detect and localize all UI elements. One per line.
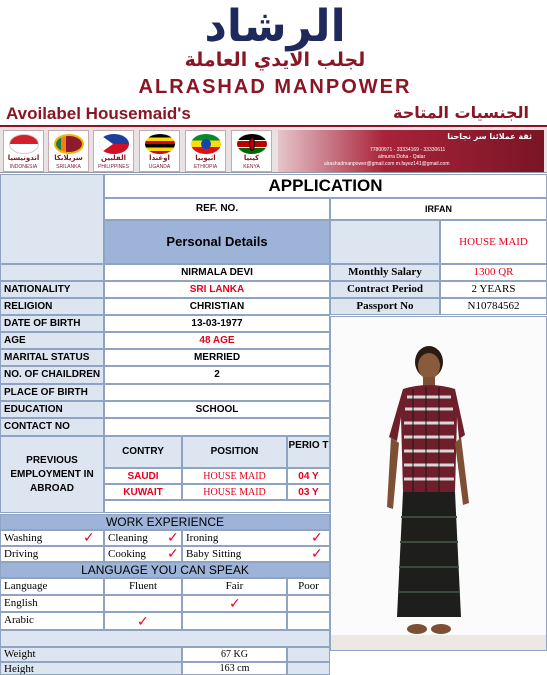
- field-value: 13-03-1977: [104, 315, 330, 332]
- uganda-flag-icon: [145, 134, 175, 154]
- lang-poor-cell: [287, 595, 330, 612]
- section-personal-details: Personal Details: [104, 220, 330, 264]
- right-field-value: 1300 QR: [440, 264, 547, 281]
- skill-label: Cooking: [108, 548, 146, 560]
- available-title-arabic: الجنسيات المتاحة: [392, 103, 529, 122]
- weight-label: Weight: [0, 647, 182, 662]
- field-label: EDUCATION: [0, 401, 104, 418]
- blank-cell: [104, 500, 330, 513]
- blank-cell: [287, 647, 330, 662]
- blank-left-block: [0, 174, 104, 264]
- lang-fair-cell: [182, 595, 287, 612]
- flag-label-arabic: اوغندا: [149, 154, 170, 162]
- flag-ethiopia: [185, 130, 226, 172]
- field-label: AGE: [0, 332, 104, 349]
- lang-fair-cell: [182, 612, 287, 630]
- prev-position: HOUSE MAID: [182, 468, 287, 484]
- flag-strip: [0, 125, 547, 173]
- prev-period: 03 Y: [287, 484, 330, 500]
- field-value: 48 AGE: [104, 332, 330, 349]
- field-value: CHRISTIAN: [104, 298, 330, 315]
- phone-numbers: 77800971 - 33334169 - 33330611: [370, 147, 446, 153]
- checkmark-icon: ✓: [311, 546, 323, 562]
- lang-poor-cell: [287, 612, 330, 630]
- ethiopia-flag-icon: [191, 134, 221, 154]
- field-label: PLACE OF BIRTH: [0, 384, 104, 401]
- prev-header-period: PERIO T: [287, 436, 330, 468]
- logo-english: ALRASHAD MANPOWER: [138, 76, 412, 98]
- contact-band: [278, 130, 544, 172]
- person-photo-icon: [331, 317, 547, 651]
- flag-label-english: ETHIOPIA: [193, 164, 218, 170]
- flag-label-arabic: كينيا: [243, 154, 260, 162]
- prev-header-country: CONTRY: [104, 436, 182, 468]
- lang-header-fair: Fair: [182, 578, 287, 595]
- flag-indonesia: [3, 130, 44, 172]
- blank-row: [0, 630, 330, 647]
- previous-employment-label: PREVIOUS EMPLOYMENT IN ABROAD: [0, 436, 104, 513]
- ref-label: REF. NO.: [104, 198, 330, 220]
- checkmark-icon: ✓: [311, 530, 323, 546]
- field-value: [104, 384, 330, 401]
- skill-driving: [0, 546, 104, 562]
- blank-cell: [287, 662, 330, 675]
- flag-label-arabic: اندونيسيا: [7, 154, 40, 162]
- height-label: Height: [0, 662, 182, 675]
- lang-header-language: Language: [0, 578, 104, 595]
- ref-value: IRFAN: [330, 198, 547, 220]
- field-value: SCHOOL: [104, 401, 330, 418]
- right-field-label: Passport No: [330, 298, 440, 315]
- right-field-label: Contract Period: [330, 281, 440, 298]
- right-field-value: 2 YEARS: [440, 281, 547, 298]
- flag-label-arabic: الفلبين: [101, 154, 126, 162]
- language-title: LANGUAGE YOU CAN SPEAK: [0, 562, 330, 578]
- checkmark-icon: ✓: [167, 530, 179, 546]
- skill-ironing: [182, 530, 330, 546]
- prev-position: HOUSE MAID: [182, 484, 287, 500]
- address: almurra Doha - Qatar: [378, 154, 426, 160]
- skill-baby-sitting: [182, 546, 330, 562]
- field-label: RELIGION: [0, 298, 104, 315]
- lang-header-fluent: Fluent: [104, 578, 182, 595]
- field-label: MARITAL STATUS: [0, 349, 104, 366]
- weight-value: 67 KG: [182, 647, 287, 662]
- skill-label: Cleaning: [108, 532, 148, 544]
- available-title-english: Avoilabel Housemaid's: [6, 104, 191, 123]
- skill-cooking: [104, 546, 182, 562]
- blank-cell: [0, 264, 104, 281]
- lang-fluent-cell: [104, 612, 182, 630]
- blank-cell: [330, 220, 440, 264]
- indonesia-flag-icon: [9, 134, 39, 154]
- skill-label: Washing: [4, 532, 43, 544]
- skill-label: Ironing: [186, 532, 219, 544]
- flag-label-english: UGANDA: [148, 164, 171, 170]
- skill-label: Driving: [4, 548, 39, 560]
- flag-label-arabic: سريلانكا: [54, 154, 83, 162]
- field-label: DATE OF BIRTH: [0, 315, 104, 332]
- right-field-value: N10784562: [440, 298, 547, 315]
- flag-label-english: PHILIPPINES: [98, 164, 129, 170]
- lang-header-poor: Poor: [287, 578, 330, 595]
- prev-period: 04 Y: [287, 468, 330, 484]
- flag-label-english: SRILANKA: [56, 164, 81, 170]
- candidate-name: NIRMALA DEVI: [104, 264, 330, 281]
- slogan: ثقة عملائنا سر نجاحنا: [447, 132, 532, 141]
- right-field-label: Monthly Salary: [330, 264, 440, 281]
- kenya-flag-icon: [237, 134, 267, 154]
- srilanka-flag-icon: [54, 134, 84, 154]
- field-label: NO. OF CHAILDREN: [0, 366, 104, 384]
- field-value: MERRIED: [104, 349, 330, 366]
- flag-srilanka: [48, 130, 89, 172]
- language-name: English: [0, 595, 104, 612]
- field-value: [104, 418, 330, 436]
- logo-subtitle-arabic: لجلب الايدي العاملة: [184, 49, 366, 71]
- flag-label-english: INDONESIA: [9, 164, 38, 170]
- prev-header-position: POSITION: [182, 436, 287, 468]
- logo-arabic: الرشاد: [204, 1, 346, 52]
- flag-philippines: [93, 130, 134, 172]
- emails: alrashadmanpower@gmail.com m.fayez141@gmail.com: [324, 161, 450, 167]
- skill-label: Baby Sitting: [186, 548, 242, 560]
- flag-label-arabic: اثيوبيا: [195, 154, 216, 162]
- lang-fluent-cell: [104, 595, 182, 612]
- form-title: APPLICATION: [104, 174, 547, 198]
- field-label: NATIONALITY: [0, 281, 104, 298]
- flag-label-english: KENYA: [243, 164, 260, 170]
- checkmark-icon: ✓: [83, 530, 95, 546]
- philippines-flag-icon: [99, 134, 129, 154]
- skill-washing: [0, 530, 104, 546]
- skill-cleaning: [104, 530, 182, 546]
- checkmark-icon: ✓: [229, 596, 241, 612]
- field-value: SRI LANKA: [104, 281, 330, 298]
- prev-country: KUWAIT: [104, 484, 182, 500]
- checkmark-icon: ✓: [167, 546, 179, 562]
- field-label: CONTACT NO: [0, 418, 104, 436]
- field-value: 2: [104, 366, 330, 384]
- flag-kenya: [231, 130, 272, 172]
- prev-country: SAUDI: [104, 468, 182, 484]
- flag-uganda: [139, 130, 180, 172]
- position-applied: HOUSE MAID: [440, 220, 547, 264]
- checkmark-icon: ✓: [137, 614, 149, 630]
- height-value: 163 cm: [182, 662, 287, 675]
- candidate-photo: [330, 316, 547, 651]
- language-name: Arabic: [0, 612, 104, 630]
- work-experience-title: WORK EXPERIENCE: [0, 514, 330, 530]
